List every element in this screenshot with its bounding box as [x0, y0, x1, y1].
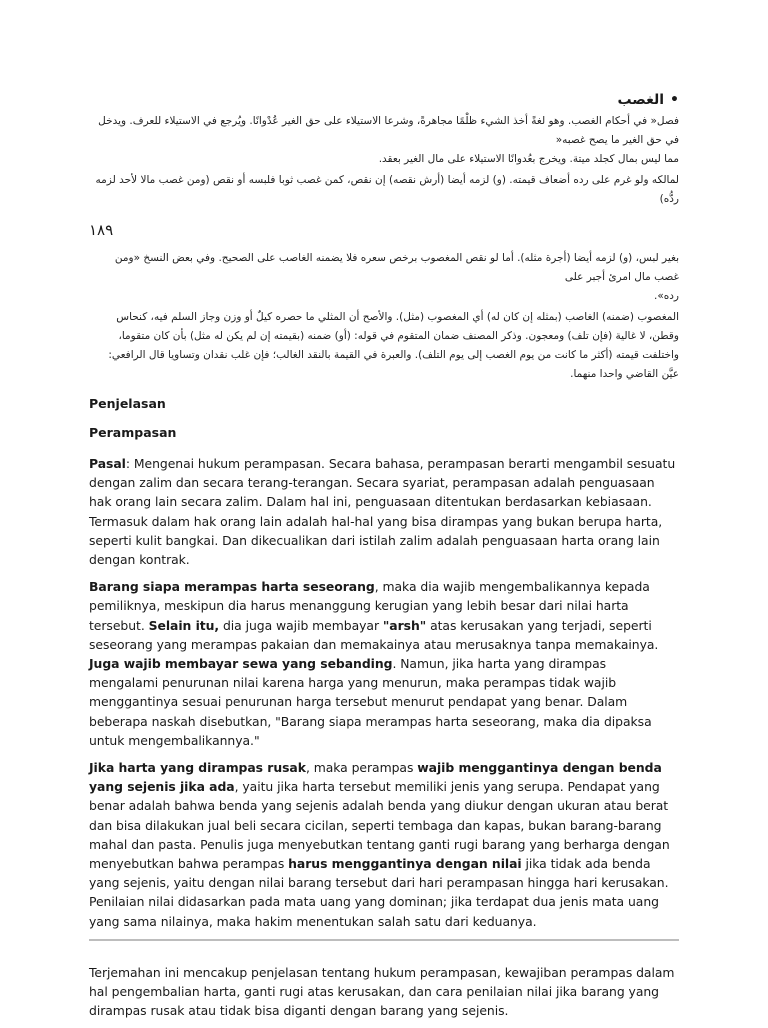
paragraph-merampas [89, 577, 679, 750]
arabic-paragraph-2: لمالكه ولو غرم على رده أضعاف قيمته. (و) لزمه أيضا (أرش نقصه) إن نقص، كمن غصب ثوبا فلبسه أو نقص (ومن غصب مالا لأحد لزمه ردُّه) [95, 174, 679, 205]
rusak-text-1: , maka perampas [305, 760, 418, 776]
bold-selain-itu: Selain itu, [148, 617, 220, 633]
merampas-text-3: atas kerusakan yang terjadi, seperti seseorang yang merampas pakaian dan memakainya atau merusaknya tanpa memakainya. [89, 617, 659, 652]
pasal-text: : Mengenai hukum perampasan. Secara bahasa, perampasan berarti mengambil sesuatu dengan zalim dan secara terang-terangan. Secara syariat, perampasan adalah penguasaan hak orang lain secara zalim. Dalam hal ini, penguasaan ditentukan berdasarkan kebiasaan. Termasuk dalam hak orang lain adalah hal-hal yang bisa dirampas yang bukan berupa harta, seperti kulit bangkai. Dan dikecualikan dari istilah zalim adalah penguasaan harta orang lain dengan kontrak. [89, 456, 676, 568]
merampas-text-2: dia juga wajib membayar [219, 617, 383, 633]
summary-paragraph: Terjemahan ini mencakup penjelasan tentang hukum perampasan, kewajiban perampas dalam hal pengembalian harta, ganti rugi atas kerusakan, dan cara penilaian nilai jika barang yang dirampas rusak atau tidak bisa diganti dengan barang yang sejenis. [89, 964, 675, 1019]
paragraph-pasal [89, 454, 679, 569]
arabic-paragraph-3 [89, 249, 679, 306]
bold-arsh: "arsh" [382, 617, 427, 633]
paragraph-rusak [89, 758, 679, 931]
bold-rusak: Jika harta yang dirampas rusak [89, 760, 306, 776]
bold-nilai: harus menggantinya dengan nilai [288, 856, 522, 872]
bold-merampas: Barang siapa merampas harta seseorang [89, 579, 375, 595]
rusak-text-2: , yaitu jika harta tersebut memiliki jenis yang serupa. Pendapat yang benar adalah bahwa benda yang sejenis adalah benda yang diukur dengan ukuran atau berat dan bisa dilakukan jual beli secara cicilan, seperti tembaga dan kapas, bukan barang-barang mahal dan pasta. Penulis juga menyebutkan tentang ganti rugi barang yang berharga dengan menyebutkan bahwa perampas [89, 779, 670, 872]
bold-sewa: Juga wajib membayar sewa yang sebanding [89, 656, 393, 672]
arabic-page-number: ١٨٩ [89, 221, 114, 239]
bold-sejenis: wajib menggantinya dengan benda yang sejenis jika ada [89, 760, 662, 795]
arabic-p1-line1: فصل« في أحكام الغصب. وهو لغةً أخذ الشيء ظلْمًا مجاهرةً، وشرعا الاستيلاء على حق الغير عُدْوانًا. ويُرجع في الاستيلاء للعرف. ويدخل في حق الغير ما يصح غصبه« [98, 115, 679, 146]
rusak-text-3: jika tidak ada benda yang sejenis, yaitu dengan nilai barang tersebut dari hari perampasan hingga hari kerusakan. Penilaian nilai didasarkan pada mata uang yang dominan; jika terdapat dua jenis mata uang yang sama nilainya, maka hakim menentukan salah satu dari keduanya. [89, 856, 669, 929]
arabic-title-text: الغصب [617, 92, 665, 108]
document-page [89, 84, 679, 1028]
bold-pasal: Pasal [89, 456, 126, 471]
arabic-p3-line2: رده». [653, 290, 679, 302]
arabic-p3-line1: بغير لبس، (و) لزمه أيضا (أجرة مثله). أما لو نقص المغصوب برخص سعره فلا يضمنه الغاصب على الصحيح. وفي بعض النسخ «ومن غصب مال امرئ أجبر على [114, 252, 679, 283]
arabic-section-title [89, 92, 679, 108]
merampas-text-1: , maka dia wajib mengembalikannya kepada pemiliknya, meskipun dia harus menanggung kerugian yang lebih besar dari nilai harta tersebut. [89, 579, 650, 633]
merampas-text-4: . Namun, jika harta yang dirampas mengalami penurunan nilai karena harga yang menurun, maka perampas tidak wajib menggantinya sesuai penurunan harga tersebut menurut pendapat yang benar. Dalam beberapa naskah disebutkan, "Barang siapa merampas harta seseorang, maka dia dipaksa untuk mengembalikannya." [89, 656, 652, 748]
heading-perampasan: Perampasan [89, 425, 177, 440]
horizontal-divider [89, 939, 679, 941]
arabic-p1-line2: مما ليس بمال كجلد ميتة. ويخرج بعُدوانًا الاستيلاء على مال الغير بعقد. [378, 153, 679, 165]
arabic-paragraph-4: المغصوب (ضمنه) الغاصب (بمثله إن كان له) أي المغصوب (مثل). والأصح أن المثلي ما حصره كيلٌ أو وزن وجاز السلم فيه، كنحاس وقطن، لا غالية (فإن تلف) ومعجون. وذكر المصنف ضمان المتقوم في قوله: (أو) ضمنه (بقيمته إن لم يكن له مثل) بأن كان متقوما، واختلفت قيمته (أكثر ما كانت من يوم الغصب إلى يوم التلف). والعبرة في القيمة بالنقد الغالب؛ فإن غلب نقدان وتساويا قال الرافعي: عيَّن القاضي واحدا منهما. [108, 311, 679, 380]
bullet: • [670, 92, 679, 108]
heading-penjelasan: Penjelasan [89, 396, 166, 411]
arabic-paragraph-1 [89, 112, 679, 169]
